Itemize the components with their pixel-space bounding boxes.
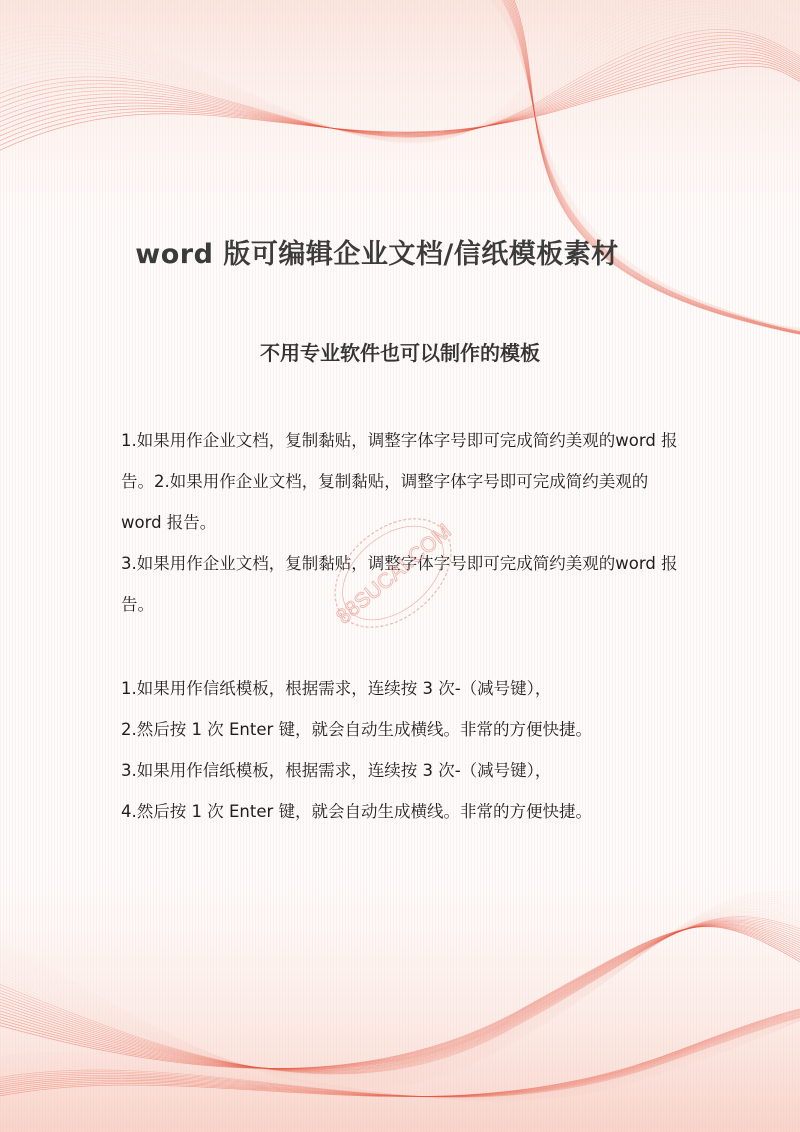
- watermark-stamp: [318, 498, 468, 648]
- list-item: 4.然后按 1 次 Enter 键，就会自动生成横线。非常的方便快捷。: [121, 802, 593, 821]
- instruction-list: [121, 668, 681, 832]
- list-item: 3.如果用作信纸模板，根据需求，连续按 3 次-（减号键），: [121, 761, 552, 780]
- list-item: 1.如果用作信纸模板，根据需求，连续按 3 次-（减号键），: [121, 679, 552, 698]
- list-item: 2.然后按 1 次 Enter 键，就会自动生成横线。非常的方便快捷。: [121, 720, 593, 739]
- body-paragraph: 3.如果用作企业文档，复制黏贴，调整字体字号即可完成简约美观的word 报告。: [121, 554, 678, 614]
- page-title: word 版可编辑企业文档/信纸模板素材: [135, 239, 619, 270]
- watermark-text: 88SUCAI.COM: [332, 519, 456, 629]
- page-subtitle: 不用专业软件也可以制作的模板: [260, 341, 540, 365]
- body-paragraph: 1.如果用作企业文档，复制黏贴，调整字体字号即可完成简约美观的word 报告。2.如果用作企业文档，复制黏贴，调整字体字号即可完成简约美观的 word 报告。: [121, 431, 678, 532]
